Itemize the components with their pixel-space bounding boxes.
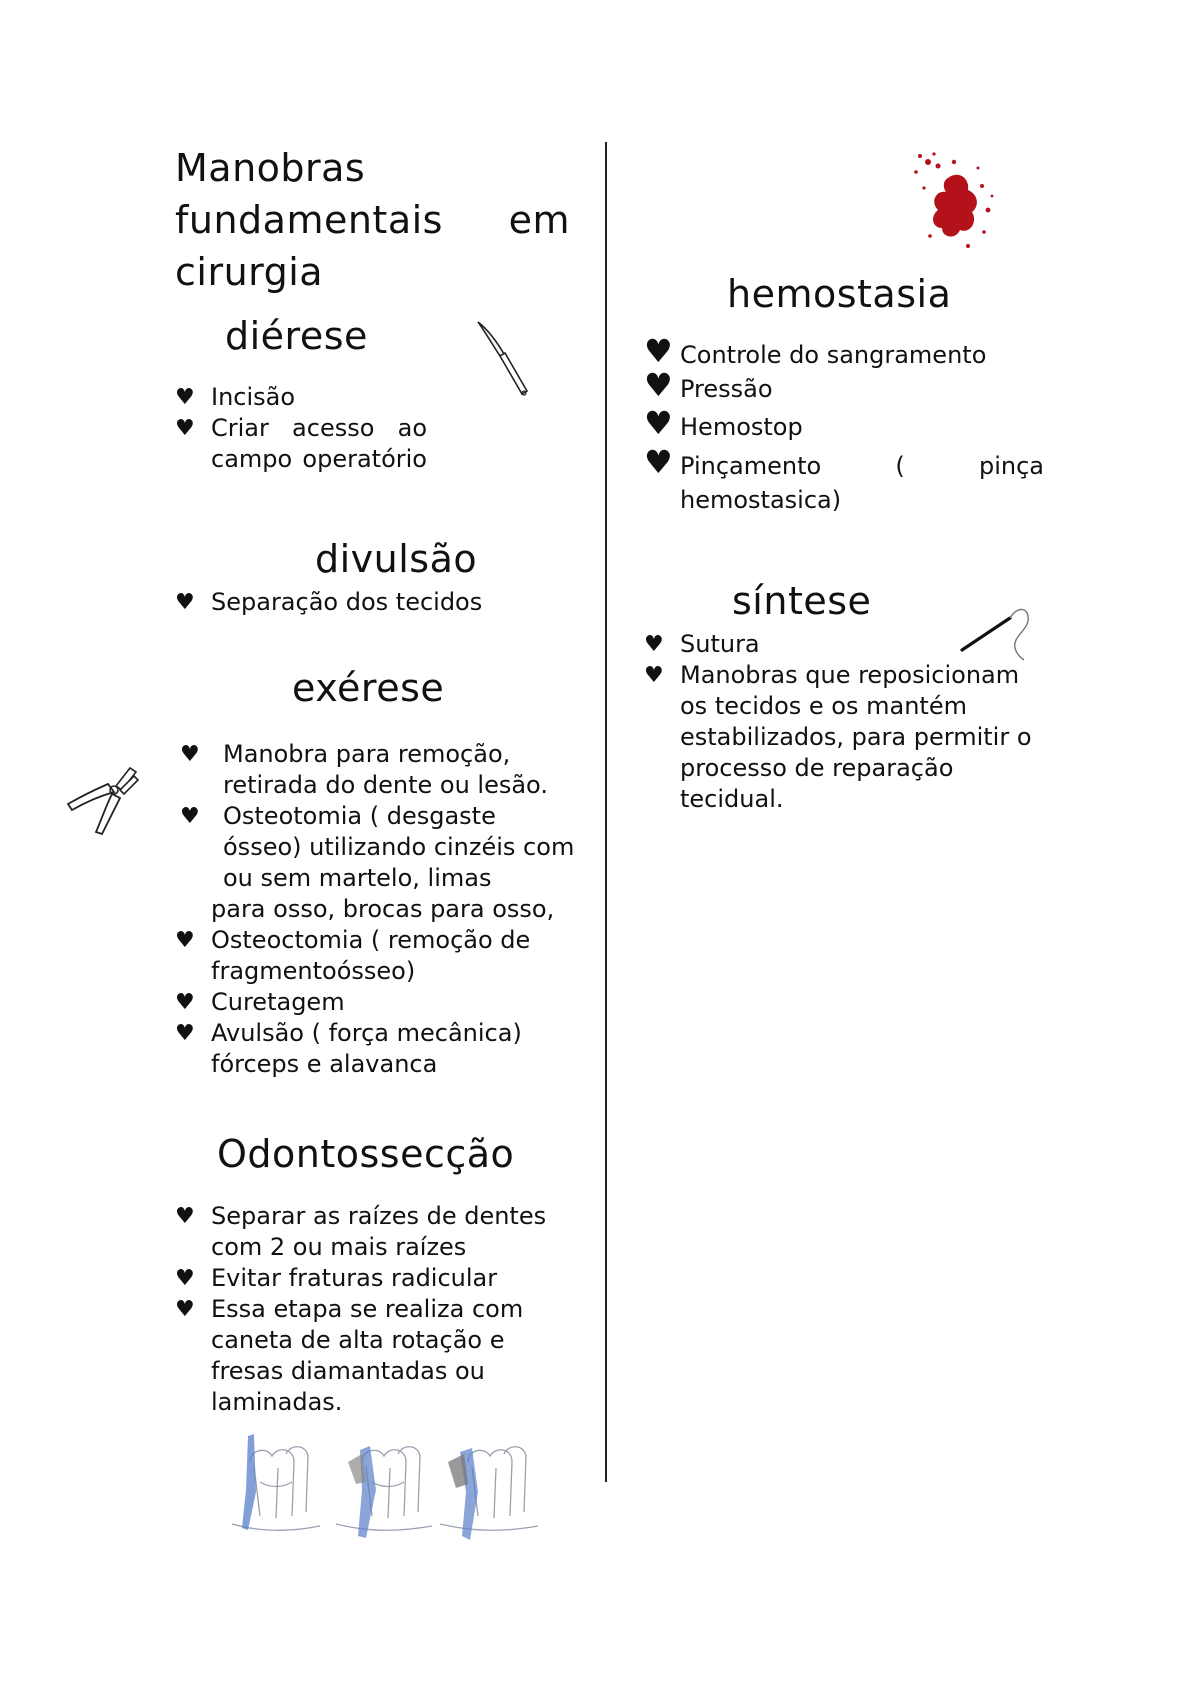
title-line-3: cirurgia — [175, 250, 324, 294]
list-item: ♥ Evitar fraturas radicular — [175, 1263, 565, 1294]
exerese-heading: exérese — [292, 666, 445, 710]
divulsao-heading: divulsão — [315, 537, 478, 581]
title-line-2 — [175, 194, 570, 246]
blood-splatter-icon — [908, 148, 996, 252]
page-title — [175, 142, 570, 298]
title-word-fundamentais: fundamentais — [175, 198, 443, 242]
list-item: ♥ Osteotomia ( desgaste ósseo) utilizando cinzéis com ou sem martelo, limas — [180, 801, 580, 894]
list-item: ♥ Osteoctomia ( remoção de fragmentoósseo) — [175, 925, 575, 987]
list-item: ♥ Curetagem — [175, 987, 575, 1018]
list-item: ♥ Pressão — [644, 373, 1044, 405]
list-item: ♥ Sutura — [644, 629, 1044, 660]
tooth-panel-2 — [336, 1447, 432, 1531]
list-item: ♥ Essa etapa se realiza com caneta de alta rotação e fresas diamantadas ou laminadas. — [175, 1294, 565, 1418]
dierese-heading: diérese — [225, 314, 368, 358]
scalpel-icon — [470, 318, 532, 398]
exerese-list — [175, 739, 575, 1080]
sintese-list — [644, 629, 1044, 815]
tooth-sectioning-illustration — [220, 1432, 550, 1542]
list-item: ♥ Avulsão ( força mecânica) fórceps e alavanca — [175, 1018, 575, 1080]
list-item: ♥ Pinçamento ( pinça hemostasica) — [644, 449, 1044, 517]
sintese-heading: síntese — [732, 579, 872, 623]
hemostasia-heading: hemostasia — [727, 272, 952, 316]
list-item: ♥ Manobras que reposicionam os tecidos e os mantém estabilizados, para permitir o processo de reparação tecidual. — [644, 660, 1044, 815]
divulsao-list — [175, 587, 595, 618]
list-item: ♥ Incisão — [175, 382, 427, 413]
hemostasia-list — [644, 339, 1044, 517]
odontosseccao-heading: Odontossecção — [217, 1132, 515, 1176]
title-line-1: Manobras — [175, 146, 366, 190]
column-divider — [605, 142, 607, 1482]
list-item: ♥ Manobra para remoção, retirada do dente ou lesão. — [180, 739, 580, 801]
dierese-list — [175, 382, 427, 475]
list-item: ♥ Separação dos tecidos — [175, 587, 595, 618]
list-item: ♥ Criar acesso ao campo operatório — [175, 413, 427, 475]
odontosseccao-list — [175, 1201, 565, 1418]
list-item-continuation: para osso, brocas para osso, — [211, 895, 555, 923]
title-word-em: em — [508, 198, 570, 242]
forceps-icon — [64, 758, 140, 836]
list-item: ♥ Hemostop — [644, 411, 1044, 443]
list-item: ♥ Separar as raízes de dentes com 2 ou mais raízes — [175, 1201, 565, 1263]
list-item: ♥ Controle do sangramento — [644, 339, 1044, 371]
